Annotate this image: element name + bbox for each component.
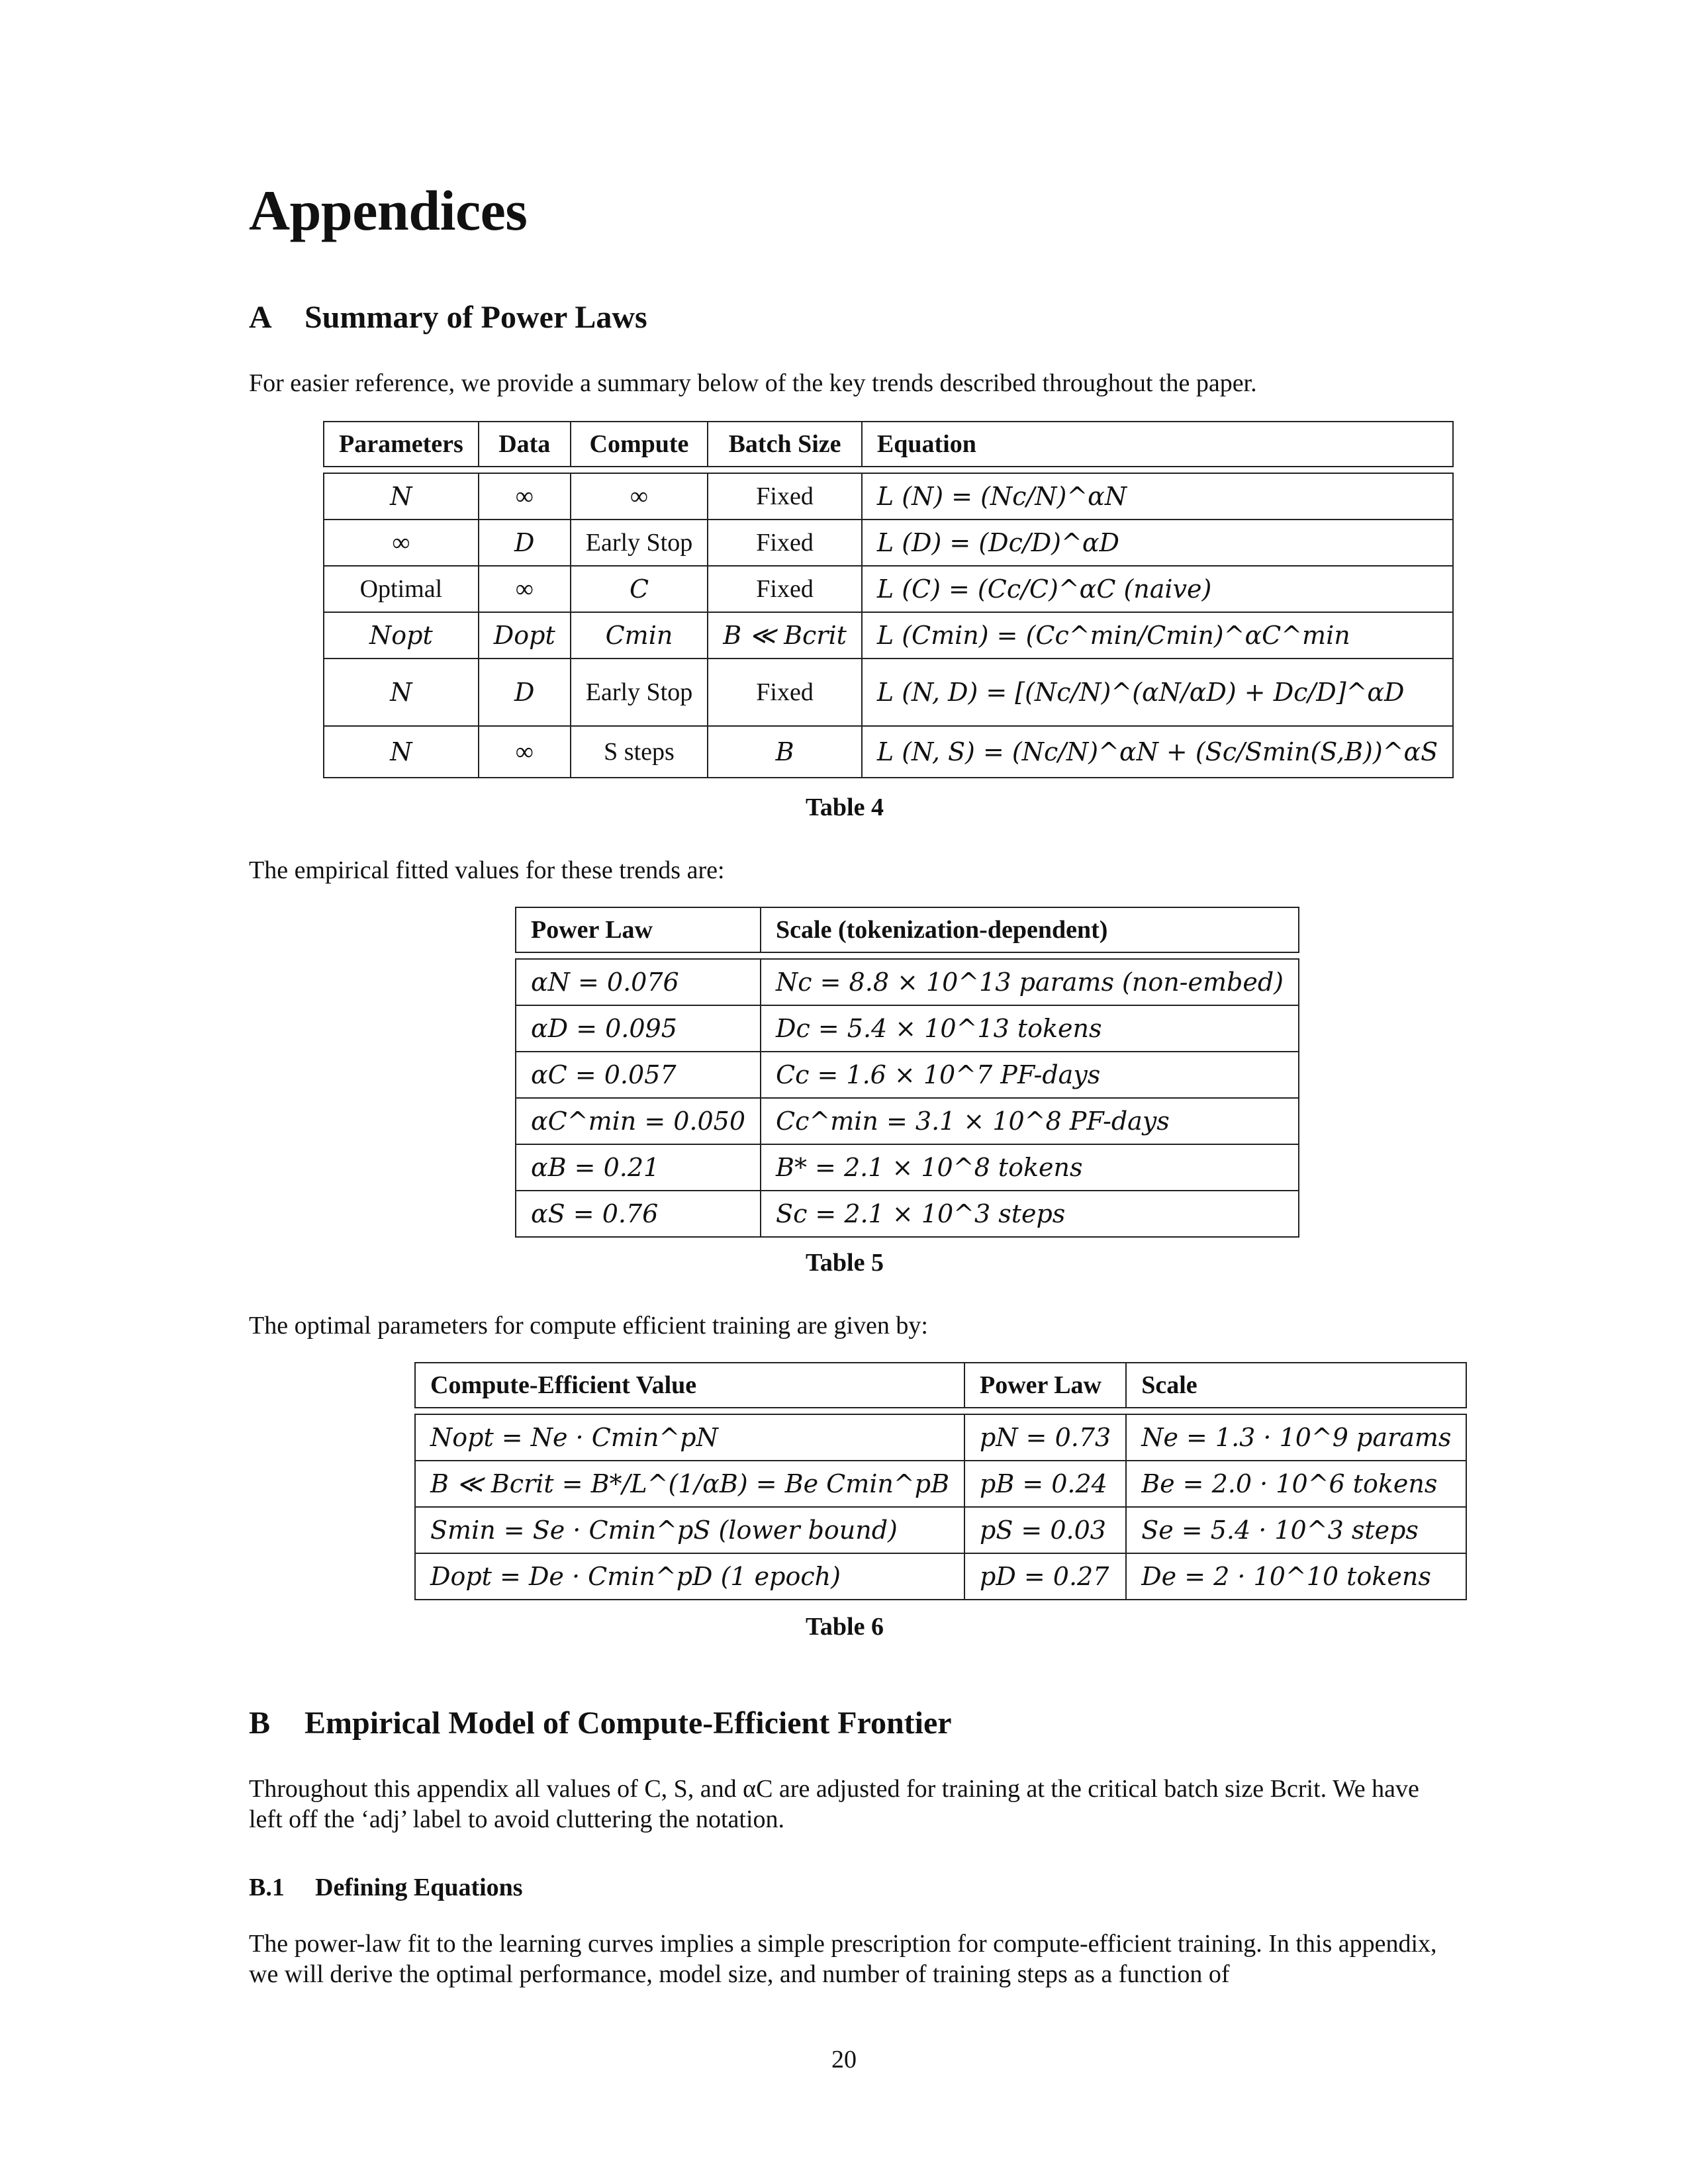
table-row (324, 726, 1453, 778)
table-6-header-scale: Scale (1126, 1363, 1466, 1408)
section-b-paragraph: Throughout this appendix all values of C, S, and αC are adjusted for training at the critical batch size Bcrit. We have left off the ‘adj’ label to avoid cluttering the notation. (249, 1775, 1419, 1833)
table-4-cell: Early Stop (571, 520, 708, 566)
fitted-values-intro: The empirical fitted values for these trends are: (249, 856, 725, 884)
table-4-cell: ∞ (571, 473, 708, 520)
table-5-header-power-law: Power Law (516, 907, 761, 952)
table-5-cell: Dc = 5.4 × 10^13 tokens (761, 1005, 1299, 1052)
table-4-cell: Cmin (571, 612, 708, 659)
table-6-header-value: Compute-Efficient Value (415, 1363, 964, 1408)
table-4-cell: Fixed (708, 520, 862, 566)
table-6-cell: Nopt = Ne · Cmin^pN (415, 1414, 964, 1461)
table-5-cell: αC^min = 0.050 (516, 1098, 761, 1144)
table-row (324, 566, 1453, 612)
table-row (415, 1414, 1466, 1461)
table-6-cell: Smin = Se · Cmin^pS (lower bound) (415, 1507, 964, 1553)
optimal-parameters-intro: The optimal parameters for compute efficient training are given by: (249, 1312, 928, 1340)
table-4-cell: ∞ (324, 520, 479, 566)
section-a-heading (249, 299, 647, 336)
section-b1-paragraph: The power-law fit to the learning curves implies a simple prescription for compute-efficient training. In this appendix, we will derive the optimal performance, model size, and number of training steps as a function of (249, 1930, 1437, 1988)
table-4 (323, 421, 1454, 778)
section-a-intro: For easier reference, we provide a summary below of the key trends described throughout the paper. (249, 369, 1257, 397)
section-a-title: Summary of Power Laws (305, 300, 647, 335)
table-5-cell: Nc = 8.8 × 10^13 params (non-embed) (761, 959, 1299, 1005)
table-6-header-power-law: Power Law (964, 1363, 1126, 1408)
table-5-caption: Table 5 (806, 1249, 884, 1277)
table-4-cell: B (708, 726, 862, 778)
table-6-cell: pS = 0.03 (964, 1507, 1126, 1553)
section-b-number: B (249, 1706, 271, 1741)
table-4-header-batch: Batch Size (708, 422, 862, 467)
section-b1-number: B.1 (249, 1874, 285, 1901)
table-4-cell: Fixed (708, 659, 862, 726)
page-number: 20 (831, 2046, 857, 2073)
table-5-cell: B* = 2.1 × 10^8 tokens (761, 1144, 1299, 1191)
appendices-title: Appendices (249, 179, 528, 242)
table-4-header-parameters: Parameters (324, 422, 479, 467)
table-row (516, 1191, 1299, 1237)
table-4-equation: L (Cmin) = (Cc^min/Cmin)^αC^min (862, 612, 1453, 659)
table-4-header-compute: Compute (571, 422, 708, 467)
table-4-cell: D (479, 520, 571, 566)
table-5-cell: αB = 0.21 (516, 1144, 761, 1191)
table-4-equation: L (N, S) = (Nc/N)^αN + (Sc/Smin(S,B))^αS (862, 726, 1453, 778)
table-row (415, 1461, 1466, 1507)
table-4-header-equation: Equation (862, 422, 1453, 467)
table-4-cell: B ≪ Bcrit (708, 612, 862, 659)
table-4-cell: Fixed (708, 566, 862, 612)
section-b-heading (249, 1705, 952, 1741)
table-5-header-row (516, 907, 1299, 952)
table-4-cell: N (324, 726, 479, 778)
table-row (415, 1553, 1466, 1600)
table-row (415, 1507, 1466, 1553)
table-4-equation: L (D) = (Dc/D)^αD (862, 520, 1453, 566)
table-5-cell: αD = 0.095 (516, 1005, 761, 1052)
table-6-cell: pD = 0.27 (964, 1553, 1126, 1600)
table-row (516, 1052, 1299, 1098)
table-4-cell: Fixed (708, 473, 862, 520)
table-4-cell: Early Stop (571, 659, 708, 726)
table-5-header-scale: Scale (tokenization-dependent) (761, 907, 1299, 952)
table-6-caption: Table 6 (806, 1613, 884, 1641)
table-4-caption: Table 4 (806, 794, 884, 821)
table-4-cell: D (479, 659, 571, 726)
table-6-header-row (415, 1363, 1466, 1408)
table-6-cell: Dopt = De · Cmin^pD (1 epoch) (415, 1553, 964, 1600)
table-6 (414, 1362, 1467, 1600)
table-4-cell: Nopt (324, 612, 479, 659)
table-4-header-row (324, 422, 1453, 467)
section-b1-heading (249, 1873, 523, 1902)
table-6-cell: Ne = 1.3 · 10^9 params (1126, 1414, 1466, 1461)
table-6-cell: Be = 2.0 · 10^6 tokens (1126, 1461, 1466, 1507)
table-4-equation: L (N, D) = [(Nc/N)^(αN/αD) + Dc/D]^αD (862, 659, 1453, 726)
table-6-cell: pB = 0.24 (964, 1461, 1126, 1507)
table-4-cell: Optimal (324, 566, 479, 612)
table-4-cell: ∞ (479, 726, 571, 778)
table-4-equation: L (C) = (Cc/C)^αC (naive) (862, 566, 1453, 612)
table-5-cell: αC = 0.057 (516, 1052, 761, 1098)
table-5-cell: Cc = 1.6 × 10^7 PF-days (761, 1052, 1299, 1098)
table-row (516, 1098, 1299, 1144)
table-row (324, 659, 1453, 726)
section-b1-title: Defining Equations (315, 1874, 523, 1901)
table-5-cell: Sc = 2.1 × 10^3 steps (761, 1191, 1299, 1237)
table-5-cell: αN = 0.076 (516, 959, 761, 1005)
table-4-equation: L (N) = (Nc/N)^αN (862, 473, 1453, 520)
table-5-cell: αS = 0.76 (516, 1191, 761, 1237)
table-5 (515, 907, 1299, 1238)
table-4-cell: N (324, 473, 479, 520)
table-6-cell: pN = 0.73 (964, 1414, 1126, 1461)
table-row (324, 473, 1453, 520)
table-6-cell: B ≪ Bcrit = B*/L^(1/αB) = Be Cmin^pB (415, 1461, 964, 1507)
table-row (324, 520, 1453, 566)
table-4-cell: ∞ (479, 473, 571, 520)
table-4-cell: Dopt (479, 612, 571, 659)
table-4-cell: N (324, 659, 479, 726)
table-6-cell: Se = 5.4 · 10^3 steps (1126, 1507, 1466, 1553)
table-row (324, 612, 1453, 659)
table-4-cell: C (571, 566, 708, 612)
table-row (516, 959, 1299, 1005)
table-4-cell: S steps (571, 726, 708, 778)
table-4-cell: ∞ (479, 566, 571, 612)
table-4-header-data: Data (479, 422, 571, 467)
table-5-cell: Cc^min = 3.1 × 10^8 PF-days (761, 1098, 1299, 1144)
table-row (516, 1144, 1299, 1191)
section-a-number: A (249, 300, 272, 335)
table-6-cell: De = 2 · 10^10 tokens (1126, 1553, 1466, 1600)
table-row (516, 1005, 1299, 1052)
section-b-title: Empirical Model of Compute-Efficient Frontier (305, 1706, 952, 1741)
